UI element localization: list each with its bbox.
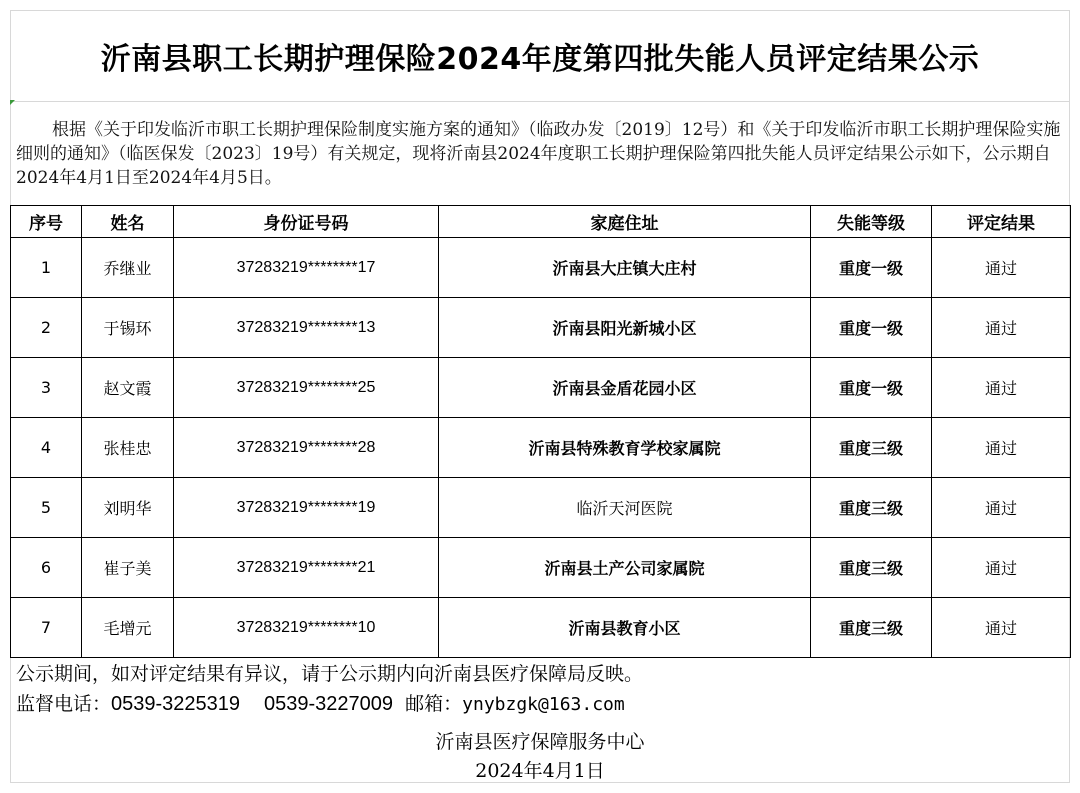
header-no: 序号 bbox=[11, 206, 82, 238]
phone-label: 监督电话： bbox=[16, 693, 112, 715]
signature-date: 2024年4月1日 bbox=[475, 760, 605, 782]
cell-id: 37283219********19 bbox=[174, 478, 439, 538]
cell-no: 5 bbox=[11, 478, 82, 538]
cell-result: 通过 bbox=[932, 418, 1071, 478]
cell-name: 于锡环 bbox=[82, 298, 174, 358]
intro-text: 根据《关于印发临沂市职工长期护理保险制度实施方案的通知》（临政办发〔2019〕12号）和《关于印发临沂市职工长期护理保险实施细则的通知》（临医保发〔2023〕19号）有关规定，现将沂南县2024年度职工长期护理保险第四批失能人员评定结果公示如下，公示期自2024年4月1日至2024年4月5日。 bbox=[16, 120, 1061, 188]
cell-result: 通过 bbox=[932, 238, 1071, 298]
cell-address: 临沂天河医院 bbox=[439, 478, 811, 538]
cell-name: 张桂忠 bbox=[82, 418, 174, 478]
cell-no: 4 bbox=[11, 418, 82, 478]
cell-level: 重度三级 bbox=[811, 538, 932, 598]
table-row bbox=[11, 418, 1071, 478]
cell-id: 37283219********17 bbox=[174, 238, 439, 298]
phone-number-2[interactable]: 0539-3227009 bbox=[264, 693, 394, 715]
cell-result: 通过 bbox=[932, 598, 1071, 658]
cell-no: 6 bbox=[11, 538, 82, 598]
cell-id: 37283219********21 bbox=[174, 538, 439, 598]
cell-id: 37283219********13 bbox=[174, 298, 439, 358]
cell-no: 7 bbox=[11, 598, 82, 658]
email-address[interactable]: ynybzgk@163.com bbox=[462, 694, 625, 715]
cell-id: 37283219********28 bbox=[174, 418, 439, 478]
cell-result: 通过 bbox=[932, 538, 1071, 598]
cell-name: 刘明华 bbox=[82, 478, 174, 538]
header-level: 失能等级 bbox=[811, 206, 932, 238]
table-row bbox=[11, 238, 1071, 298]
cell-no: 3 bbox=[11, 358, 82, 418]
cell-name: 崔子美 bbox=[82, 538, 174, 598]
cell-address: 沂南县阳光新城小区 bbox=[439, 298, 811, 358]
table-row bbox=[11, 538, 1071, 598]
cell-level: 重度三级 bbox=[811, 478, 932, 538]
phone-number-1[interactable]: 0539-3225319 bbox=[111, 693, 241, 715]
result-table bbox=[10, 205, 1071, 658]
header-address: 家庭住址 bbox=[439, 206, 811, 238]
notice-block bbox=[16, 659, 643, 720]
cell-level: 重度一级 bbox=[811, 358, 932, 418]
cell-name: 毛增元 bbox=[82, 598, 174, 658]
table-row bbox=[11, 298, 1071, 358]
header-id: 身份证号码 bbox=[174, 206, 439, 238]
objection-notice: 公示期间，如对评定结果有异议，请于公示期内向沂南县医疗保障局反映。 bbox=[16, 663, 644, 685]
cell-address: 沂南县大庄镇大庄村 bbox=[439, 238, 811, 298]
cell-level: 重度一级 bbox=[811, 238, 932, 298]
cell-address: 沂南县土产公司家属院 bbox=[439, 538, 811, 598]
cell-no: 2 bbox=[11, 298, 82, 358]
header-name: 姓名 bbox=[82, 206, 174, 238]
cell-level: 重度三级 bbox=[811, 418, 932, 478]
cell-level: 重度一级 bbox=[811, 298, 932, 358]
cell-name: 乔继业 bbox=[82, 238, 174, 298]
cell-address: 沂南县教育小区 bbox=[439, 598, 811, 658]
page-title: 沂南县职工长期护理保险2024年度第四批失能人员评定结果公示 bbox=[100, 41, 980, 77]
signature-org: 沂南县医疗保障服务中心 bbox=[435, 731, 645, 753]
corner-mark bbox=[10, 100, 15, 105]
email-label: 邮箱： bbox=[405, 693, 463, 715]
title-bar bbox=[10, 10, 1070, 102]
cell-id: 37283219********10 bbox=[174, 598, 439, 658]
cell-address: 沂南县金盾花园小区 bbox=[439, 358, 811, 418]
cell-level: 重度三级 bbox=[811, 598, 932, 658]
header-result: 评定结果 bbox=[932, 206, 1071, 238]
contact-line bbox=[16, 689, 643, 720]
table-row bbox=[11, 598, 1071, 658]
cell-address: 沂南县特殊教育学校家属院 bbox=[439, 418, 811, 478]
cell-result: 通过 bbox=[932, 478, 1071, 538]
cell-result: 通过 bbox=[932, 298, 1071, 358]
table-header-row bbox=[11, 206, 1071, 238]
cell-result: 通过 bbox=[932, 358, 1071, 418]
cell-id: 37283219********25 bbox=[174, 358, 439, 418]
intro-paragraph bbox=[16, 118, 1066, 190]
table-row bbox=[11, 478, 1071, 538]
table-row bbox=[11, 358, 1071, 418]
cell-no: 1 bbox=[11, 238, 82, 298]
cell-name: 赵文霞 bbox=[82, 358, 174, 418]
